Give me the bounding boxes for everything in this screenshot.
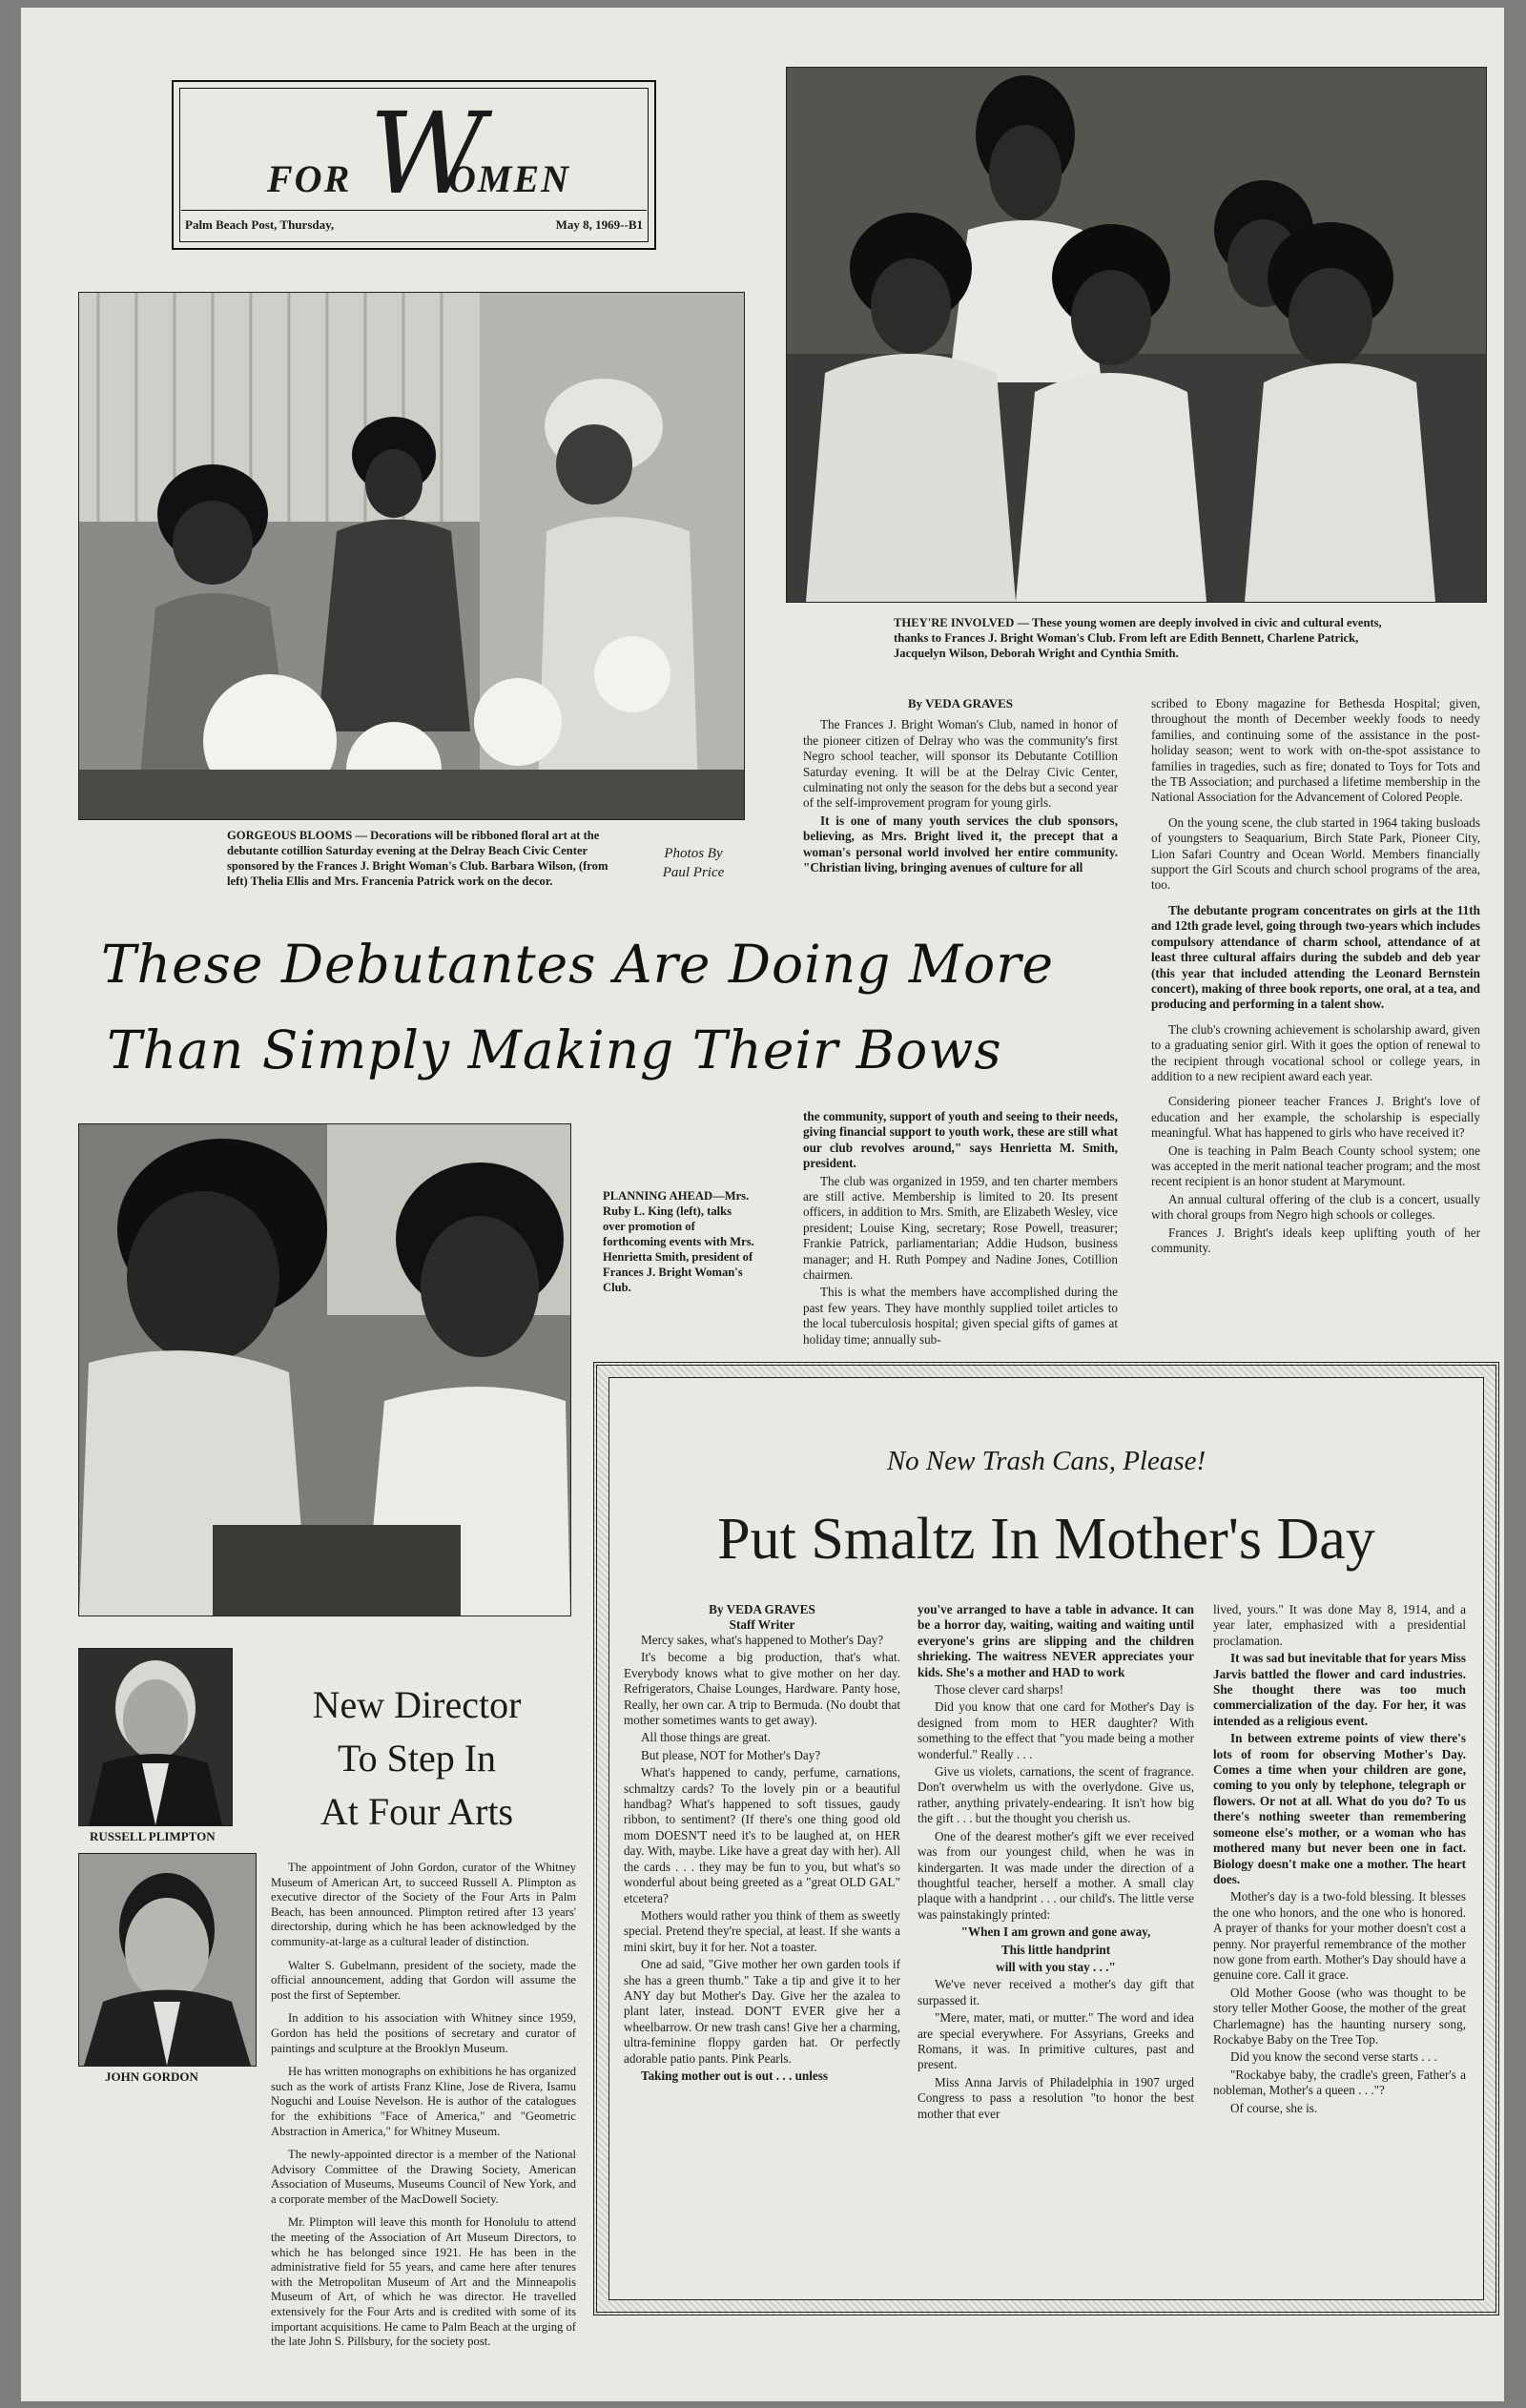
debutantes-col3-p: The debutante program concentrates on girls at the 11th and 12th grade level, going through two-years which includes compulsory attendance of charm school, attendance of at least three cultural affairs during the subdeb and deb year (this year that included attending the Leonard Bernstein concert), making of three book reports, one oral, at a tea, and producing and performing in a talent show.: [1151, 902, 1480, 1012]
smaltz-role: Staff Writer: [729, 1617, 795, 1632]
caption-russell-plimpton: RUSSELL PLIMPTON: [90, 1829, 216, 1843]
debutantes-col2-p: This is what the members have accomplished during the past few years. They have monthly supplied toilet articles to the local tuberculosis hospital; given special gifts of games at holiday time; annually sub-: [803, 1285, 1118, 1347]
smaltz-verse-line: will with you stay . . .": [996, 1959, 1116, 1974]
four-arts-p: Mr. Plimpton will leave this month for Honolulu to attend the meeting of the Association of Art Museum Directors, to which he has belonged since 1921. He has been in the administrative field for 55 years, and came here after tenures with the Metropolitan Museum of Art and the Minneapolis Museum of Art, of which he was director. He travelled extensively for the Four Arts and is credited with some of its important acquisitions. He came to Palm Beach at the urging of the late John S. Pillsbury, for the society post.: [271, 2215, 576, 2349]
photo-credit-line2: Paul Price: [662, 865, 725, 880]
photo-credit-line1: Photos By: [664, 846, 723, 861]
four-arts-headline-2: To Step In: [337, 1737, 497, 1780]
photo-gorgeous-blooms: [78, 292, 745, 820]
smaltz-col2-p: Miss Anna Jarvis of Philadelphia in 1907 urged Congress to pass a resolution "to honor the best mother that ever: [918, 2074, 1194, 2121]
smaltz-col3: [1213, 1602, 1466, 2116]
masthead-w: W: [369, 88, 485, 219]
photo-john-gordon: [78, 1853, 257, 2067]
smaltz-col3-p: lived, yours." It was done May 8, 1914, and a year later, emphasized with a presidential proclamation.: [1213, 1602, 1466, 1648]
smaltz-col2-p: We've never received a mother's day gift that surpassed it.: [918, 1977, 1194, 2007]
four-arts-p: The newly-appointed director is a member of the National Advisory Committee of the Drawing Society, American Association of Museums, Museums Council of New York, and a corporate member of the MacDowell Society.: [271, 2148, 576, 2206]
newspaper-page: [21, 8, 1504, 2401]
caption-john-gordon: JOHN GORDON: [105, 2069, 198, 2084]
smaltz-col1-p: One ad said, "Give mother her own garden tools if she has a green thumb." Take a tip and give it to her ANY day but Mother's Day. Give her the azalea to plant later, instead. DON'T EVER give her a wheelbarrow. Or new trash cans! Give her a charming, ultra-feminine floppy garden hat. Or perfectly adorable patio pants. Pink Pearls.: [624, 1957, 900, 2066]
caption-gorgeous-blooms: GORGEOUS BLOOMS — Decorations will be ribboned floral art at the debutante cotillion Saturday evening at the Delray Beach Civic Center sponsored by the Frances J. Bright Woman's Club. Barbara Wilson, (from left) Thelia Ellis and Mrs. Francenia Patrick work on the decor.: [227, 829, 608, 888]
smaltz-col2-p: One of the dearest mother's gift we ever received was from our youngest child, when he was in kindergarten. It was made under the direction of a thoughtful teacher, herself a mother. A small clay plaque with a handprint . . . our child's. The little verse was painstakingly printed:: [918, 1828, 1194, 1922]
four-arts-p: Walter S. Gubelmann, president of the society, made the official announcement, adding that Gordon will assume the post the first of September.: [271, 1958, 576, 2002]
smaltz-byline: By VEDA GRAVES: [709, 1602, 815, 1616]
debutantes-col3-p: The club's crowning achievement is scholarship award, given to a graduating senior girl. With it goes the option of renewal to the recipient through vocational school or college years, in addition to a new recipient award each year.: [1151, 1021, 1480, 1083]
smaltz-col1-p: What's happened to candy, perfume, carnations, schmaltzy cards? To the lovely pin or a beautiful handbag? What's happened to soft tissues, gaudy ribbon, to sentiment? (If there's one thing good old mom DOESN'T need it's to be laughed at, on HER day. With, maybe. Like have a great day with her). All the cards . . . they may be fun to you, but what's so wonderful about being greeted as a "great OLD GAL" etcetera?: [624, 1765, 900, 1905]
caption-planning-ahead: PLANNING AHEAD—Mrs. Ruby L. King (left), talks over promotion of forthcoming events with Mrs. Henrietta Smith, president of Frances J. Bright Woman's Club.: [603, 1189, 754, 1294]
smaltz-col1-p: Mercy sakes, what's happened to Mother's Day?: [641, 1633, 884, 1647]
masthead-date: May 8, 1969--B1: [555, 217, 643, 232]
debutantes-col3-p: An annual cultural offering of the club is a concert, usually with choral groups from Negro high schools or colleges.: [1151, 1191, 1480, 1223]
four-arts-p: He has written monographs on exhibitions he has organized such as the work of artists Franz Kline, Jose de Rivera, Isamu Noguchi and Louise Nevelson. He is author of the catalogues for the exhibitions "Face of America," and "Geometric Abstraction in America," for Whitney Museum.: [271, 2065, 576, 2138]
debutantes-col3-p: On the young scene, the club started in 1964 taking busloads of youngsters to Seaquarium, Birch State Park, Pioneer City, Lion Safari Country and Ocean World. Members financially support the Girl Scouts and church school programs of the area, too.: [1151, 814, 1480, 893]
photo-theyre-involved: [786, 67, 1487, 603]
smaltz-kicker: No New Trash Cans, Please!: [886, 1446, 1206, 1476]
smaltz-col3-p: Mother's day is a two-fold blessing. It blesses the one who honors, and the one who is honored. A prayer of thanks for your mother doesn't cost a penny. Nor prayerful remembrance of the mother now gone from earth. Mother's Day should have a genuine core. Call it grace.: [1213, 1889, 1466, 1983]
four-arts-body: [271, 1861, 576, 2350]
debutantes-headline-2: Than Simply Making Their Bows: [107, 1019, 1002, 1081]
photo-russell-plimpton: [78, 1648, 233, 1826]
masthead-for: FOR: [267, 157, 352, 200]
debutantes-headline-1: These Debutantes Are Doing More: [101, 934, 1055, 995]
smaltz-col3-p: Did you know the second verse starts . . .: [1230, 2049, 1437, 2065]
smaltz-verse-line: "When I am grown and gone away,: [960, 1924, 1151, 1940]
debutantes-col2: [803, 1109, 1118, 1348]
smaltz-col1: [624, 1602, 900, 2084]
smaltz-col1-p: It's become a big production, that's what. Everybody knows what to give mother on her day. Refrigerators, Chaise Lounges, Hardware. Panty hose, Really, her own car. A trip to Bermuda. (No doubt that mother sometimes wants to get away).: [624, 1650, 900, 1728]
smaltz-col2-p: Those clever card sharps!: [935, 1682, 1064, 1698]
smaltz-col3-p: It was sad but inevitable that for years Miss Jarvis battled the flower and card industries. She thought there was too much commercialization of the day. For her, it was intended as a religious event.: [1213, 1651, 1466, 1728]
four-arts-p: The appointment of John Gordon, curator of the Whitney Museum of American Art, to succeed Russell A. Plimpton as executive director of the Society of the Four Arts in Palm Beach, has been announced. Plimpton retired after 13 years' directorship, during which he has been acknowledged by the community-at-large as a cultural leader of distinction.: [271, 1861, 576, 1948]
masthead-paper: Palm Beach Post, Thursday,: [185, 217, 335, 232]
debutantes-col1: [803, 696, 1118, 875]
debutantes-col3-p: scribed to Ebony magazine for Bethesda Hospital; given, throughout the month of December weekly foods to needy families, and continuing some of the assistance in the post-holiday season; went to work with on-the-spot assistance to families in tragedies, such as fire; donated to Toys for Tots and the TB Association; and purchased a lifetime membership in the National Association for the Advancement of Colored People.: [1151, 696, 1480, 805]
smaltz-verse-line: This little handprint: [1000, 1942, 1111, 1957]
caption-theyre-involved: THEY'RE INVOLVED — These young women are deeply involved in civic and cultural events, thanks to Frances J. Bright Woman's Club. From left are Edith Bennett, Charlene Patrick, Jacquelyn Wilson, Deborah Wright and Cynthia Smith.: [894, 616, 1382, 660]
smaltz-col3-p: Old Mother Goose (who was thought to be story teller Mother Goose, the mother of the great Charlemagne) has the haunting nursery song, Rockabye Baby on the Tree Top.: [1213, 1985, 1466, 2047]
smaltz-col1-p: Mothers would rather you think of them as sweetly special. Pretend they're special, at least. If she wants a mini skirt, buy it for her. Not a toaster.: [624, 1907, 900, 1954]
four-arts-headline-1: New Director: [312, 1683, 522, 1726]
debutantes-byline: By VEDA GRAVES: [907, 696, 1014, 710]
debutantes-col2-p: The club was organized in 1959, and ten charter members are still active. Membership is limited to 20. Its present officers, in addition to Mrs. Smith, are Elizabeth Wesley, vice president; Louise King, secretary; Rose Powell, treasurer; Frankie Patrick, parliamentarian; Addie Hudson, business manager; and H. Ruth Pompey and Nadine Jones, Cotillion chairmen.: [803, 1173, 1118, 1283]
smaltz-col3-p: In between extreme points of view there's lots of room for observing Mother's Day. Comes a time when your children are gone, coming to you only by telephone, telegraph or flowers. Or not at all. What do you do? To us there's nothing sweeter than remembering someone else's mother, or a woman who has mothered many but never been one in fact. Biology doesn't make one a mother. The heart does.: [1213, 1731, 1466, 1886]
smaltz-col2-p: Did you know that one card for Mother's Day is designed from mom to HER daughter? With something to the effect that "you made being a mother wonderful." Really . . .: [918, 1699, 1194, 1761]
debutantes-col3-p: Considering pioneer teacher Frances J. Bright's love of education and her example, the scholarship is especially meaningful. What has happened to girls who have received it?: [1151, 1094, 1480, 1141]
debutantes-col3-p: One is teaching in Palm Beach County school system; one was accepted in the merit national teacher program; and the most recent recipient is an honor student at Marymount.: [1151, 1142, 1480, 1189]
debutantes-col1-p: It is one of many youth services the club sponsors, believing, as Mrs. Bright lived it, the precept that a woman's personal world involved her entire community. "Christian living, bringing avenues of culture for all: [803, 813, 1118, 875]
masthead: [172, 80, 656, 250]
debutantes-col1-p: The Frances J. Bright Woman's Club, named in honor of the pioneer citizen of Delray who was the community's first Negro school teacher, will sponsor its Debutante Cotillion Saturday evening. It will be at the Delray Civic Center, culminating not only the season for the debs but a second year of the self-improvement program for young girls.: [803, 717, 1118, 811]
smaltz-col2-p: you've arranged to have a table in advance. It can be a horror day, waiting, waiting and waiting until everyone's grins are slipping and the children shrieking. The waitress NEVER appreciates your kids. She's a mother and HAD to work: [918, 1602, 1194, 1679]
smaltz-col3-p: "Rockabye baby, the cradle's green, Father's a nobleman, Mother's a queen . . ."?: [1213, 2067, 1466, 2098]
photo-credit: [646, 844, 741, 882]
four-arts-p: In addition to his association with Whitney since 1959, Gordon has held the positions of secretary and curator of paintings and sculpture at the Brooklyn Museum.: [271, 2011, 576, 2055]
debutantes-col3: [1151, 696, 1480, 1256]
debutantes-col3-p: Frances J. Bright's ideals keep uplifting youth of her community.: [1151, 1225, 1480, 1255]
photo-planning-ahead: [78, 1123, 571, 1616]
four-arts-headline: [255, 1678, 579, 1839]
smaltz-col1-p: All those things are great.: [641, 1730, 771, 1745]
smaltz-col1-p: But please, NOT for Mother's Day?: [641, 1747, 821, 1762]
masthead-omen: OMEN: [448, 157, 571, 200]
smaltz-headline: Put Smaltz In Mother's Day: [717, 1507, 1375, 1572]
smaltz-col1-p: Taking mother out is out . . . unless: [641, 2068, 829, 2083]
smaltz-col3-p: Of course, she is.: [1230, 2100, 1318, 2115]
debutantes-col2-p: the community, support of youth and seeing to their needs, giving financial support to youth work, these are still what our club revolves around," says Henrietta M. Smith, president.: [803, 1109, 1118, 1171]
four-arts-headline-3: At Four Arts: [320, 1790, 514, 1833]
smaltz-col2-p: "Mere, mater, mati, or mutter." The word and idea are special everywhere. For Assyrians, Greeks and Romans, it was. In primitive cultures, past and present.: [918, 2010, 1194, 2072]
smaltz-col2-p: Give us violets, carnations, the scent of fragrance. Don't overwhelm us with the overlydone. Give us, rather, anything privately-endearing. It isn't how big the gift . . . but the thought you cherish us.: [918, 1764, 1194, 1826]
smaltz-col2: [918, 1602, 1194, 2122]
